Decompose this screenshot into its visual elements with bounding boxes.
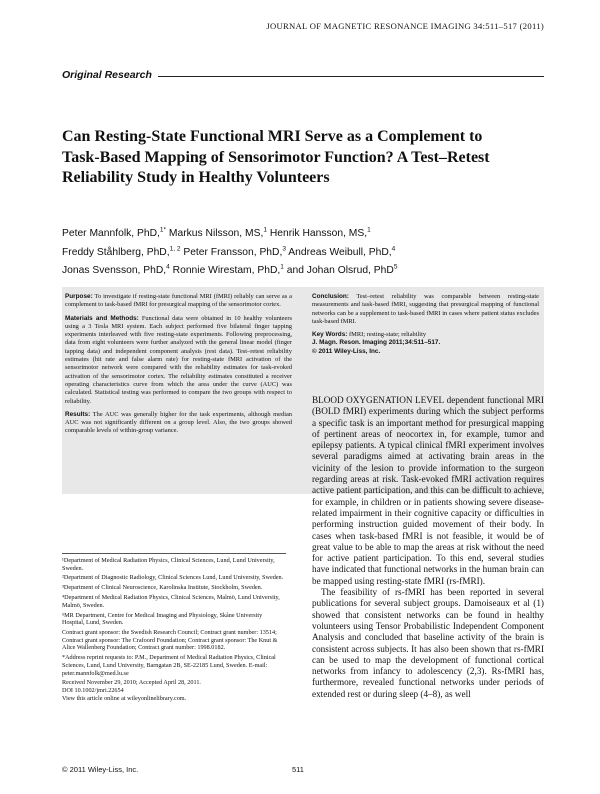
footnote: ²Department of Diagnostic Radiology, Clinical Sciences Lund, Lund University, Sweden.	[62, 574, 284, 582]
section-label: Original Research	[62, 69, 152, 81]
footnote: Contract grant sponsor: the Swedish Research Council; Contract grant number: 13514; Contract grant sponsor: The Crafoord Foundation; Contract grant sponsor: The Knut & Alice Wallenberg Foundation; Contract grant number: 1998.0182.	[62, 629, 278, 652]
footnote-rule	[62, 553, 286, 554]
footnote: *Address reprint requests to: P.M., Department of Medical Radiation Physics, Clinical Sciences, Lund, Lund University, Barngatan 2B, SE-22185 Lund, Sweden. E-mail: peter.mannfolk@med.lu.se	[62, 654, 276, 677]
author: Andreas Weibull, PhD,$^4$	[288, 245, 396, 258]
methods-label: Materials and Methods:	[65, 314, 139, 322]
results-label: Results:	[65, 410, 91, 418]
footnote: ⁴Department of Medical Radiation Physics, Clinical Sciences, Malmö, Lund University, Malmö, Sweden.	[62, 594, 280, 609]
abstract-right-column	[312, 293, 539, 356]
section-rule	[158, 76, 544, 77]
journal-header: JOURNAL OF MAGNETIC RESONANCE IMAGING 34:511–517 (2011)	[266, 21, 544, 31]
author: Jonas Svensson, PhD,$^4$	[62, 263, 170, 277]
footer-copyright: © 2011 Wiley-Liss, Inc.	[62, 765, 139, 774]
abstract-left-column	[65, 293, 292, 441]
body-paragraph: BLOOD OXYGENATION LEVEL dependent functional MRI (BOLD fMRI) experiments during which the subject performs a specific task is an important method for presurgical mapping of pertinent areas of neocortex in, for example, tumor and epilepsy patients. A typical clinical fMRI experiment involves several paradigms aimed at activating brain areas in the vicinity of the lesion to provide information to the surgeon regarding areas at risk. Task-evoked fMRI activation requires active patient participation, and this can be difficult to achieve, for example, in children or in patients showing severe disease-related impairment in their cognitive capacity or difficulties in performing instruction guided movement of their body. In cases when task-based fMRI is not feasible, it would be of great value to be able to map the areas at risk without the need for active patient participation. To this end, several studies have indicated that functional networks in the human brain can be mapped using resting-state fMRI (rs-fMRI).	[312, 395, 544, 586]
abstract-keywords: Key Words: fMRI; resting-state; reliability	[312, 331, 427, 339]
purpose-label: Purpose:	[65, 293, 93, 300]
article-title: Can Resting-State Functional MRI Serve as a Complement to Task-Based Mapping of Sensorimotor Function? A Test–Retest Reliability Study in Healthy Volunteers	[62, 128, 490, 186]
footnote: ³Department of Clinical Neuroscience, Karolinska Institute, Stockholm, Sweden.	[62, 584, 263, 592]
abstract-copyright: © 2011 Wiley-Liss, Inc.	[312, 347, 381, 355]
footnote: ⁵MR Department, Centre for Medical Imaging and Physiology, Skåne University Hospital, Lund, Sweden.	[62, 611, 263, 627]
abstract-conclusion: Conclusion: Test–retest reliability was comparable between resting-state measurements and task-based fMRI, suggesting that presurgical mapping of functional networks can be a supplement to task-based fMRI in cases where patient status excludes task-based fMRI.	[312, 293, 539, 325]
abstract-purpose: Purpose: To investigate if resting-state functional MRI (fMRI) reliably can serve as a complement to task-based fMRI for presurgical mapping of the sensorimotor cortex.	[65, 293, 292, 309]
abstract-methods: Materials and Methods: Functional data were obtained in 10 healthy volunteers using a 3 Tesla MRI system. Each subject performed five bilateral finger tapping experiments interleaved with five resting-state experiments. Following preprocessing, data from eight volunteers were further analyzed with the general linear model (finger tapping data) and independent component analysis (rest data). Test–retest reliability estimates (hit rate and false alarm rate) for resting-state fMRI activation of the sensorimotor network were compared with the reliability estimates for task-evoked activation of the sensorimotor cortex. The reliability estimates constituted a receiver operating characteristics curve from which the area under the curve (AUC) was calculated. Statistical testing was performed to compare the two groups with respect to reliability.	[65, 314, 292, 405]
abstract-citation: J. Magn. Reson. Imaging 2011;34:511–517.	[312, 339, 441, 347]
body-text-column	[312, 395, 544, 700]
footnote: ¹Department of Medical Radiation Physics, Clinical Sciences, Lund, Lund University, Sweden.	[62, 557, 275, 572]
author: Ronnie Wirestam, PhD,$^1$	[172, 263, 284, 277]
conclusion-label: Conclusion:	[312, 293, 349, 300]
page-number: 511	[292, 765, 304, 774]
body-paragraph: The feasibility of rs-fMRI has been reported in several publications for several subject groups. Damoiseaux et al (1) showed that consistent networks can be found in healthy volunteers using Tensor Probabilistic Independent Component Analysis and concluded that baseline activity of the brain is consistent across subjects. It has also been shown that rs-fMRI can be used to map the development of functional cortical networks from infancy to adolescency (2,3). Rs-fMRI has, furthermore, revealed functional networks under periods of extended rest or during sleep (4–8), as well	[312, 587, 544, 699]
author-list	[62, 223, 532, 278]
author: Henrik Hansson, MS,$^1$	[269, 227, 371, 240]
footnote: View this article online at wileyonlinelibrary.com.	[62, 694, 187, 702]
keywords-label: Key Words:	[312, 331, 348, 339]
footnote: DOI 10.1002/jmri.22654	[62, 686, 124, 694]
author: Markus Nilsson, MS,$^1$	[168, 227, 267, 240]
lead-in: BLOOD OXYGENATION LEVEL	[312, 395, 445, 405]
footnotes	[62, 557, 286, 702]
author: Freddy Ståhlberg, PhD,$^{1, 2}$	[62, 245, 181, 258]
section-header	[62, 69, 544, 81]
author: Peter Mannfolk, PhD,$^{1*}$	[62, 227, 167, 240]
author: and Johan Olsrud, PhD$^5$	[286, 263, 398, 277]
footnote: Received November 29, 2010; Accepted April 28, 2011.	[62, 679, 201, 687]
abstract-results: Results: The AUC was generally higher for the task experiments, although median AUC was not significantly different on a group level. Also, the two groups showed comparable levels of within-group variance.	[65, 410, 292, 435]
author: Peter Fransson, PhD,$^3$	[183, 245, 286, 258]
